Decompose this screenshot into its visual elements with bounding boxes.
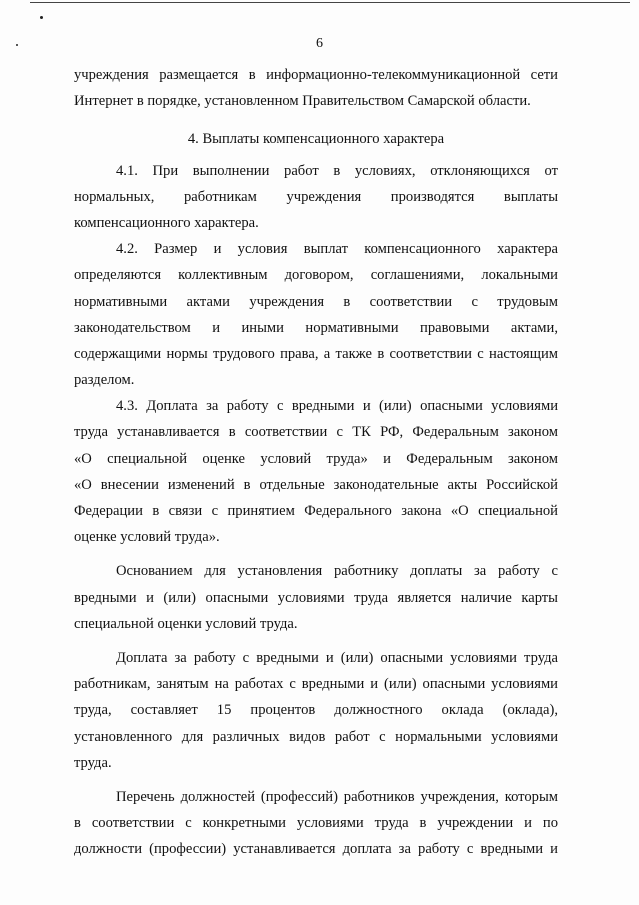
text-line: содержащими нормы трудового права, а также в соответствии с настоящим (74, 345, 558, 362)
scan-edge-line (30, 2, 630, 3)
text-line: труда устанавливается в соответствии с ТК РФ, Федеральным законом (74, 424, 558, 441)
text-line: Перечень должностей (профессий) работников учреждения, которым (116, 788, 558, 805)
text-line: специальной оценки условий труда. (74, 615, 298, 632)
text-line: Основанием для установления работнику доплаты за работу с (116, 563, 558, 580)
text-line: вредными и (или) опасными условиями труда является наличие карты (74, 589, 558, 606)
paragraph-4-2 (74, 236, 558, 393)
paragraph-4-1 (74, 158, 558, 237)
text-line: Федерации в связи с принятием Федерального закона «О специальной (74, 503, 558, 519)
text-line: оценке условий труда». (74, 529, 220, 546)
text-line: нормативными актами учреждения в соответствии с трудовым (74, 293, 558, 310)
scan-speck (40, 16, 43, 19)
text-line: компенсационного характера. (74, 214, 259, 231)
text-line: в соответствии с конкретными условиями труда в учреждении и по (74, 815, 558, 832)
paragraph-list-of-positions (74, 784, 558, 863)
text-line: 4.1. При выполнении работ в условиях, отклоняющихся от (116, 162, 558, 179)
text-line: учреждения размещается в информационно-телекоммуникационной сети (74, 67, 558, 83)
section-heading: 4. Выплаты компенсационного характера (187, 131, 445, 148)
text-line: нормальных, работникам учреждения производятся выплаты (74, 188, 558, 205)
text-line: должности (профессии) устанавливается доплата за работу с вредными и (74, 841, 558, 858)
text-line: труда. (74, 754, 112, 771)
text-line: «О внесении изменений в отдельные законодательные акты Российской (74, 476, 558, 493)
paragraph-surcharge (74, 645, 558, 776)
text-line: Доплата за работу с вредными и (или) опасными условиями труда (116, 649, 558, 666)
text-line: 4.3. Доплата за работу с вредными и (или) опасными условиями (116, 398, 558, 415)
paragraph-basis (74, 558, 558, 637)
paragraph-4-3 (74, 393, 558, 550)
page-number: 6 (316, 36, 323, 51)
text-line: установленного для различных видов работ с нормальными условиями (74, 728, 558, 745)
text-line: Интернет в порядке, установленном Правительством Самарской области. (74, 93, 531, 110)
paragraph-continuation (74, 62, 558, 114)
text-line: 4.2. Размер и условия выплат компенсационного характера (116, 241, 558, 258)
document-body (74, 62, 558, 862)
text-line: работникам, занятым на работах с вредными и (или) опасными условиями (74, 676, 558, 693)
text-line: «О специальной оценке условий труда» и Федеральным законом (74, 450, 558, 467)
text-line: законодательством и иными нормативными правовыми актами, (74, 319, 558, 336)
text-line: разделом. (74, 372, 135, 389)
text-line: определяются коллективным договором, соглашениями, локальными (74, 267, 558, 284)
text-line: труда, составляет 15 процентов должностного оклада (оклада), (74, 702, 558, 719)
